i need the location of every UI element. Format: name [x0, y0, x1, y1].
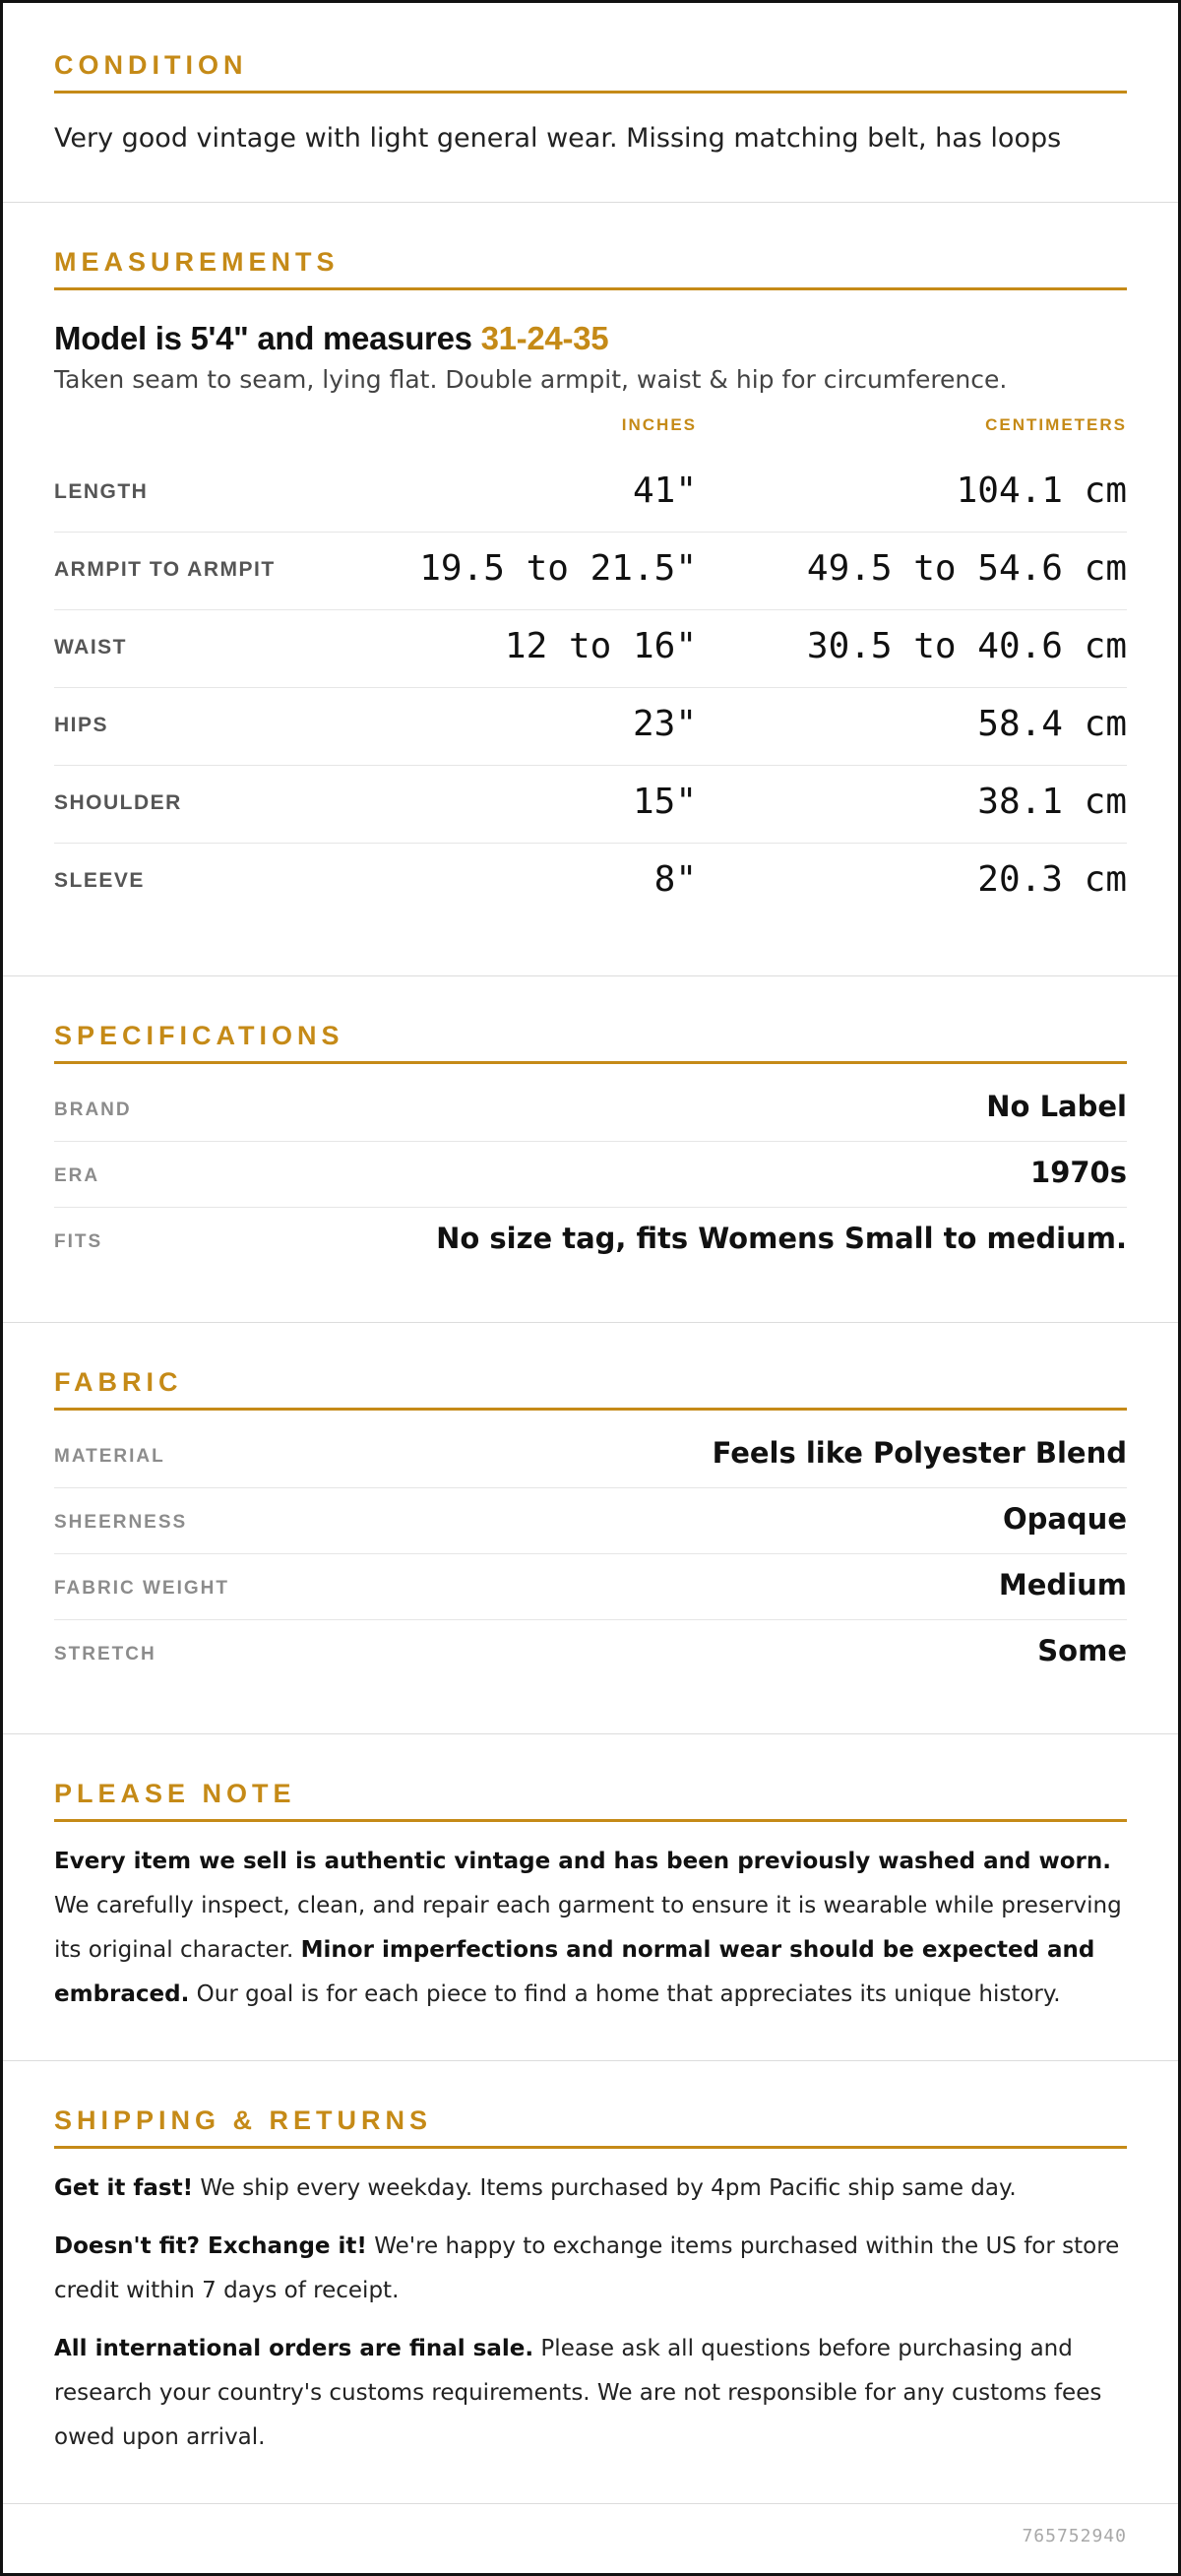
shipping-section: [3, 2104, 1178, 2474]
measurement-label: LENGTH: [54, 480, 149, 503]
measurements-heading: MEASUREMENTS: [54, 245, 1127, 290]
measurement-row: [54, 844, 1127, 921]
shipping-exchange-text: We're happy to exchange items purchased within the US for store credit within 7 days of receipt.: [54, 2233, 1120, 2303]
divider: [3, 1733, 1178, 1734]
divider: [3, 202, 1178, 203]
fabric-value: Some: [1037, 1634, 1127, 1667]
measurement-inches: 41": [632, 471, 697, 511]
shipping-fast-bold: Get it fast!: [54, 2175, 194, 2201]
measurement-table: [54, 455, 1127, 921]
measurement-row: [54, 533, 1127, 610]
fabric-label: STRETCH: [54, 1644, 156, 1665]
shipping-fast: [54, 2167, 1127, 2211]
spec-row-era: [54, 1142, 1127, 1208]
fabric-section: [3, 1365, 1178, 1686]
fabric-row-weight: [54, 1554, 1127, 1620]
fabric-list: [54, 1422, 1127, 1686]
measurement-label: SLEEVE: [54, 869, 145, 892]
spec-row-brand: [54, 1076, 1127, 1142]
fabric-value: Feels like Polyester Blend: [712, 1436, 1127, 1470]
sku-number: 765752940: [1022, 2526, 1127, 2546]
please-note-heading: PLEASE NOTE: [54, 1777, 1127, 1822]
spec-label: ERA: [54, 1165, 100, 1186]
measurement-note: Taken seam to seam, lying flat. Double armpit, waist & hip for circumference.: [54, 365, 1008, 394]
col-centimeters: CENTIMETERS: [985, 415, 1127, 434]
measurement-cm: 58.4 cm: [977, 704, 1127, 744]
model-measure-value: 31-24-35: [480, 320, 609, 356]
spec-label: FITS: [54, 1231, 103, 1252]
note-text-2: Our goal is for each piece to find a home that appreciates its unique history.: [189, 1981, 1061, 2007]
divider: [3, 2060, 1178, 2061]
spec-value: No Label: [986, 1090, 1127, 1123]
spec-value: No size tag, fits Womens Small to medium.: [436, 1222, 1127, 1255]
measurement-inches: 23": [632, 704, 697, 744]
fabric-value: Medium: [998, 1568, 1127, 1602]
shipping-international: [54, 2327, 1127, 2460]
shipping-heading: SHIPPING & RETURNS: [54, 2104, 1127, 2149]
measurement-label: SHOULDER: [54, 791, 182, 814]
model-measurements: [54, 320, 1127, 357]
please-note-text: [54, 1840, 1127, 2017]
measurement-inches: 15": [632, 782, 697, 822]
note-text-1: We carefully inspect, clean, and repair each garment to ensure it is wearable while preserving its original character.: [54, 1893, 1122, 1963]
measurement-cm: 104.1 cm: [956, 471, 1127, 511]
spec-value: 1970s: [1030, 1156, 1127, 1189]
fabric-label: MATERIAL: [54, 1446, 165, 1467]
measurements-section: [3, 245, 1178, 921]
please-note-section: [3, 1777, 1178, 2017]
measurement-label: ARMPIT TO ARMPIT: [54, 558, 276, 581]
note-bold-2: Minor imperfections and normal wear should be expected and embraced.: [54, 1937, 1095, 2007]
measurement-cm: 30.5 to 40.6 cm: [806, 626, 1127, 666]
fabric-label: SHEERNESS: [54, 1512, 188, 1533]
measurement-label: WAIST: [54, 636, 127, 659]
shipping-international-bold: All international orders are final sale.: [54, 2336, 534, 2361]
specifications-list: [54, 1076, 1127, 1274]
fabric-heading: FABRIC: [54, 1365, 1127, 1411]
spec-label: BRAND: [54, 1100, 132, 1120]
specifications-section: [3, 1019, 1178, 1274]
shipping-exchange-bold: Doesn't fit? Exchange it!: [54, 2233, 367, 2259]
condition-heading: CONDITION: [54, 48, 1127, 94]
measurement-row: [54, 455, 1127, 533]
model-prefix: Model is 5'4" and measures: [54, 320, 481, 356]
shipping-international-text: Please ask all questions before purchasing and research your country's customs requirements. We are not responsible for any customs fees owed upon arrival.: [54, 2336, 1102, 2450]
col-inches: INCHES: [621, 415, 697, 434]
shipping-exchange: [54, 2225, 1127, 2313]
measurement-table-header: [54, 415, 1127, 455]
fabric-row-material: [54, 1422, 1127, 1488]
condition-text: Very good vintage with light general wear. Missing matching belt, has loops: [54, 123, 1062, 154]
spec-row-fits: [54, 1208, 1127, 1274]
measurement-cm: 20.3 cm: [977, 859, 1127, 900]
measurement-cm: 38.1 cm: [977, 782, 1127, 822]
divider: [3, 975, 1178, 976]
fabric-label: FABRIC WEIGHT: [54, 1578, 229, 1599]
measurement-cm: 49.5 to 54.6 cm: [806, 548, 1127, 589]
measurement-inches: 12 to 16": [504, 626, 697, 666]
measurement-inches: 19.5 to 21.5": [419, 548, 697, 589]
fabric-row-stretch: [54, 1620, 1127, 1686]
measurement-row: [54, 688, 1127, 766]
note-bold-1: Every item we sell is authentic vintage and has been previously washed and worn.: [54, 1849, 1111, 1874]
divider: [3, 1322, 1178, 1323]
specifications-heading: SPECIFICATIONS: [54, 1019, 1127, 1064]
fabric-value: Opaque: [1002, 1502, 1127, 1536]
measurement-label: HIPS: [54, 714, 109, 736]
measurement-inches: 8": [653, 859, 697, 900]
measurement-row: [54, 610, 1127, 688]
fabric-row-sheerness: [54, 1488, 1127, 1554]
measurement-row: [54, 766, 1127, 844]
condition-section: [3, 48, 1178, 154]
divider: [3, 2503, 1178, 2504]
shipping-fast-text: We ship every weekday. Items purchased by 4pm Pacific ship same day.: [193, 2175, 1017, 2201]
